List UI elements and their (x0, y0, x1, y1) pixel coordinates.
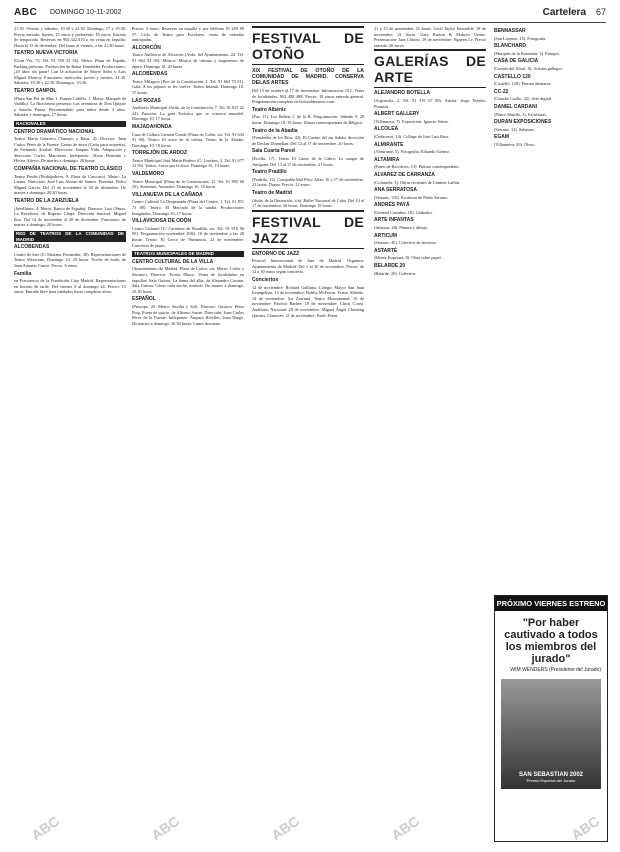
venue-text: (Pradillo, 12). Compañía Mal Pelo: Atlas. 16 y 17 de noviembre, 21 horas. Danza. Precio: 12 euros. (252, 176, 364, 188)
gallery-text: (Casado del Alisal, 8). Artistas gallegos. (494, 65, 563, 71)
gallery-text: (San Lorenzo, 15). Fotografía. (494, 35, 547, 41)
gallery-name: CASA DE GALICIA (494, 58, 539, 65)
venue-text: (Ayuntamiento de Madrid. Plaza de Colón, s/n. Metro: Colón y Serrano). Director: Tomás Marco. Venta de localidades en taquillas. Sala Guirau: La dama del alba, de Alejandro Casona. Sala Guirau: Cómo cada noche, musical. De martes a domingo, 20.30 horas. (132, 266, 244, 294)
gallery-text: (Belarde, 20). Colectiva. (374, 270, 417, 276)
venue-title: Teatro Pradillo (252, 169, 287, 176)
column-4 (374, 26, 486, 842)
venue-text: (Plaza San Pol de Mar, 1. Fuente Cubillo, 1. Metro: Marqués de Vadillo). La Bicicletera presenta: Las aventuras de Don Quijote y Sancho Panza. Recomendado para niños desde 4 años. Sábados y domingos, 17 horas. (14, 95, 126, 118)
venue-text: (Ercilla, 17). Teatro El Canto de la Cabra: La sangre de Antígona. Del 13 al 17 de noviembre, 21 horas. (252, 155, 364, 167)
column-1 (14, 26, 126, 842)
gallery-name: ARTICUM (374, 232, 398, 239)
gallery-text: (Pintor Murillo, 3). Esculturas. (494, 111, 547, 117)
column-3 (252, 26, 364, 842)
venue-title: Teatro de Madrid (252, 189, 292, 196)
venue-text: Teatro María Guerrero (Tamayo y Baus, 4). Director: Juan Carlos Pérez de la Fuente. Cartas de amor (Carta para orquesta), de Fernando Arrabal. Dirección: Joaquín Vida. Adaptación y dirección: Carlos Marchena. Intérpretes: Alicia Hermida y Hector Alterio. De martes a domingo, 20 horas. (14, 136, 126, 164)
venue-title: MAJADAHONDA (132, 123, 172, 130)
page-header (14, 6, 606, 23)
gallery-name: DURAN EXPOSICIONES (494, 119, 552, 126)
festival-award: Premio Especial del Jurado (526, 778, 576, 783)
ad-headline: PRÓXIMO VIERNES ESTRENO (495, 596, 607, 611)
gallery-text: (Marqués de la Ensenada, 2). Paisajes. (494, 50, 561, 56)
gallery-text: (Villanueva, 7). Exposición: Ignacio Sáenz. (374, 118, 449, 124)
ad-photo (501, 679, 601, 789)
watermark: ABC (268, 812, 303, 844)
column-5 (494, 26, 606, 590)
gallery-text: (Serrano, 116). Escultura de Pablo Serrano. (374, 194, 449, 200)
venue-title: TEATRO SANPOL (14, 87, 57, 94)
gallery-text: (Monte Esquinza, 8). Obra sobre papel. (374, 255, 442, 261)
galerias-title: GALERÍAS DE ARTE (374, 49, 486, 88)
venue-title: Teatro Albéniz (252, 106, 286, 113)
festival-name: SAN SEBASTIAN 2002 (518, 772, 584, 778)
gallery-text: (Columela, 3). Obras recientes de Carmen Laffón. (374, 179, 461, 185)
watermark: ABC (148, 812, 183, 844)
venue-title: ALCORCÓN (132, 44, 161, 51)
venue-text: Teatro Milagros (Pza. de la Constitución, 1. Tel. 91 663 70 01). Gala: A los pájaros se les vuelve. Teatro Infantil. Domingo 10, 17 horas. (132, 78, 244, 95)
festival-subhead: XIX FESTIVAL DE OTOÑO DE LA COMUNIDAD DE MADRID. CONSERVA DELAS ARTES (252, 68, 364, 86)
section-bar: TEATROS MUNICIPALES DE MADRID (132, 251, 244, 257)
venue-title: VILLANUEVA DE LA CAÑADA (132, 191, 203, 198)
newspaper-logo: ABC (14, 7, 38, 18)
section-title: Cartelera (542, 7, 586, 18)
column-intro: 21 y 15 de noviembre, 21 horas. Cecil Taylor Ensemble. 18 de noviembre, 21 horas. Gary Burton & Makoto Ozone. Presentación: Jazz Clásico. 19 de noviembre: Nguyen Le. Precio entrada: 20 euros. (374, 26, 486, 48)
gallery-text: (Argensola, 2. Tel. 91 319 67 89). Artista: Jorge Tejedor. Pinturas. (374, 97, 486, 109)
venue-text: (Gran Vía, 72. Tel. 91 559 32 36). Metro: Plaza de España. Parking próximo. Producción de Reina Fernández Producciones: ¡20 años sin parar! Con la actuación de Mayte Sales y Luis Miguel Monroy. Funciones: miércoles, jueves y viernes, 21.30. Sábados, 19.30 y 22.30. Domingos, 19.30. (14, 57, 126, 86)
gallery-name: ALVAREZ DE CARRANZA (374, 171, 435, 178)
gallery-list (494, 29, 606, 148)
gallery-name: EGAM (494, 134, 509, 141)
venue-text: (Fernández de los Ríos, 42). El Cuento del zar Saltán, dirección de Declan Donnellan. Del 12 al 17 de noviembre, 20 horas. (252, 135, 364, 146)
gallery-name: ALCOLEA (374, 126, 399, 133)
watermark: ABC (28, 812, 63, 844)
watermark: ABC (568, 812, 603, 844)
venue-text: (Jovellanos, 4. Metro: Banco de España). Director: Luis Olmos. La Revoltosa, de Ruperto Chapí. Dirección musical: Miguel Roa. Del 14 de noviembre al 28 de diciembre. Funciones: de martes a domingo, 20 horas. (14, 205, 126, 228)
venue-text: Festival Internacional de Jazz de Madrid. Organiza: Ayuntamiento de Madrid. Del 1 al 30 de noviembre. Precio: de 12 a 30 euros según concierto. (252, 258, 364, 275)
gallery-text: (Cedaceros, 14). Collage de José Luis Ruiz. (374, 133, 450, 139)
venue-title: ALCOBENDAS (132, 71, 168, 78)
ad-quote: "Por haber cautivado a todos los miembros del jurado" (504, 617, 598, 665)
gallery-name: DANIEL CARDANI (494, 103, 537, 110)
gallery-name: CASTELLO 120 (494, 73, 531, 80)
venue-title: TORREJÓN DE ARDOZ (132, 150, 188, 157)
venue-title: Teatro de la Abadía (252, 127, 298, 134)
gallery-name: ANA SERRATOSA (374, 187, 417, 194)
venue-title: ESPAÑOL (132, 296, 156, 303)
gallery-name: BELARDE 20 (374, 263, 406, 270)
venue-title: TEATRO NUEVA VICTORIA (14, 50, 78, 57)
watermark: ABC (388, 812, 423, 844)
venue-text: Centro Cultural La Despernada (Plaza del Centro, 1. Tel. 91 811 73 00). Teatro: El Mercado de la sandía. Producciones Imaginales. Domingo 10, 17 horas. (132, 199, 244, 216)
venue-title: ALCOBENDAS (14, 244, 50, 251)
gallery-text: (Serrano, 45). Colectiva de invierno. (374, 240, 437, 246)
venue-title: Familia (14, 270, 32, 277)
gallery-text: (Serrano, 12). Subastas. (494, 126, 535, 132)
gallery-list (374, 91, 486, 276)
venue-text: (Paz, 11). Les Ballets C de la B. Programación: Sábado 9, 20 horas. Domingo 10, 19 horas. Danza contemporánea de Bélgica. (252, 114, 364, 125)
venue-title: VILLAVICIOSA DE ODÓN (132, 218, 192, 225)
gallery-name: ANDRÉS PAYÁ (374, 202, 410, 209)
gallery-name: ALEJANDRO BOTELLA (374, 90, 431, 97)
venue-title: Conciertos (252, 277, 279, 284)
venue-title: CENTRO CULTURAL DE LA VILLA (132, 258, 214, 265)
gallery-text: (Paseo de Recoletos, 13). Pintura contemporánea. (374, 164, 460, 170)
venue-text: 12 de noviembre: Richard Galliano. Colegio Mayor San Juan Evangelista. 13 de noviembre: Bobby McFerrin. Teatro Albéniz. 14 de noviembre: Joe Zawinul. Teatro Monumental. 16 de noviembre: Patricia Barber. 18 de noviembre: Chick Corea. Auditorio Nacional. 20 de noviembre: Miguel Ángel Chastang Quintet. Clamores. 21 de noviembre: Paolo Fresu. (252, 284, 364, 318)
gallery-name: ALTAMIRA (374, 156, 400, 163)
gallery-text: (Almirante, 5). Fotografía: Eduardo Gómez. (374, 149, 451, 155)
venue-text: Teatro Municipal José María Rodero (C/ Londres, 3. Tel. 91 677 23 56). Teatro: Lorca por la ética. Domingo 10, 19 horas. (132, 157, 244, 169)
gallery-name: CC-22 (494, 88, 509, 95)
venue-title: Sala Cuarta Pared (252, 148, 295, 155)
gallery-text: (Villanueva, 29). Óleos. (494, 141, 536, 147)
gallery-text: (General Castaños, 10). Grabados. (374, 209, 434, 215)
section-bar: RED DE TEATROS DE LA COMUNIDAD DE MADRID (16, 231, 124, 242)
column-intro: Precio: 5 euros. Reservas en taquilla y por teléfono 91 659 09 57. Ciclo de Teatro para Escolares, venta de entradas anticipadas. (132, 26, 244, 43)
gallery-name: BLANCHARD (494, 43, 526, 50)
gallery-name: BENNASSAR (494, 28, 526, 34)
venue-title: VALDEMORO (132, 171, 165, 178)
venue-text: Teatro Municipal (Plaza de la Constitución, 11. Tel. 91 895 66 33). Sinfonías: Animales. Domingo 10, 18 horas. (132, 178, 244, 190)
venue-title: CENTRO DRAMÁTICO NACIONAL (14, 128, 95, 135)
venue-text: (Príncipe, 25. Metro: Sevilla y Sol). Director: Gustavo Pérez Puig. Fuera de quicio, de Alfonso Sastre. Dirección: Juan Carlos Pérez de la Fuente. Intérpretes: Amparo Rivelles, Juan Diego. De martes a domingo, 20.30 horas. Lunes descanso. (132, 303, 244, 326)
gallery-text: (Infantas, 28). Pintura y dibujo. (374, 225, 429, 231)
venue-title: LAS ROZAS (132, 97, 161, 104)
venue-text: Centro de Arte (C/ Mariano Fernández, 38). Representaciones de Teatro Mexicano. Domingo 10, 20 horas: Noche de boda, de Juan Antonio Castro. Precio: 6 euros. (14, 251, 126, 268)
venue-text: Teatro Auditorio de Alcorcón (Avda. del Ayuntamiento, 22. Tel. 91 664 84 00). Música: Música de cámara y fragmentos de ópera. Domingo 10, 20 horas. (132, 52, 244, 69)
festival-jazz-title: FESTIVAL DE JAZZ (252, 210, 364, 249)
gallery-text: (Claudio Coello, 22). Arte digital. (494, 96, 553, 102)
gallery-name: ASTARTÉ (374, 247, 398, 254)
gallery-name: ARTE INFANTAS (374, 217, 414, 224)
ad-quote-author: WIM WENDERS (Presidente del Jurado) (510, 667, 601, 673)
venue-text: Auditorio Municipal (Avda. de la Constitución, 7. Tel. 91 637 22 44). Función: La guía Turística que se conozca mundial. Domingo 10, 17 horas. (132, 105, 244, 122)
page-number: 67 (595, 7, 606, 17)
issue-date: DOMINGO 10-11-2002 (50, 9, 122, 16)
gallery-name: ALBERT GALLERY (374, 111, 420, 118)
venue-text: Teatro Pavón (Embajadores, 9. Plaza de Cascorro). Metro: La Latina. Dirección: José Luis Alonso de Santos. Presenta: Pedro Miguel García. Del 15 de noviembre al 30 de diciembre. De martes a domingo, 20.30 horas. (14, 173, 126, 196)
venue-title: TEATRO DE LA ZARZUELA (14, 198, 79, 205)
column-intro: 21.30. Viernes y sábados, 19.30 y 22.30. Domingo, 17 y 19.30. Precio entrada: Jueves, 15 euros y preferente: 18 euros. Estreno de temporada. Reservas en 902.322.410 o en venta en taquilla. Hasta el 15 de diciembre. Del lunes al viernes, a las 21.30 horas. (14, 26, 126, 48)
gallery-name: ALMIRANTE (374, 141, 404, 148)
gallery-text: (Castelló, 120). Pintura abstracta. (494, 81, 552, 87)
film-advertisement (494, 595, 608, 842)
section-bar: NACIONALES (14, 121, 126, 127)
festival-otono-title: FESTIVAL DE OTOÑO (252, 26, 364, 65)
venue-text: en Frecuencia de la Fundación Caja Madrid. Representaciones en horario de tarde. Del viernes 8 al domingo 24. Precio: 15 euros. Entrada libre para jubilados hasta completar aforo. (14, 278, 126, 295)
venue-title: COMPAÑÍA NACIONAL DE TEATRO CLÁSICO (14, 166, 123, 173)
venue-text: Del 15 de octubre al 17 de noviembre. Información: 012. Venta de localidades: 902 488 488. Precio: 18 euros entrada general. Programación completa en festivaldeotono.com. (252, 88, 364, 105)
venue-title: ENTORNO DE JAZZ (252, 250, 300, 257)
venue-text: Casa de Cultura Carmen Conde (Plaza de Colón, s/n. Tel. 91 634 91 00). Teatro: El actor de la sofista. Teatro de la Abadía. Domingo 10, 18 horas. (132, 131, 244, 148)
festival-badge (501, 772, 601, 783)
venue-text: (Avda. de la Ilustración, s/n). Ballet Nacional de Cuba. Del 14 al 17 de noviembre, 20 horas. Domingo 19 horas. (252, 197, 364, 209)
column-2 (132, 26, 244, 842)
venue-text: Centro Cultural (C/ Carretera de Boadilla, s/n. Tel. 91 616 96 00). Programación noviembre 2002. 16 de noviembre a las 20 horas: Teatro: El Cerco de Numancia. 22 de noviembre: Concierto de piano. (132, 225, 244, 248)
